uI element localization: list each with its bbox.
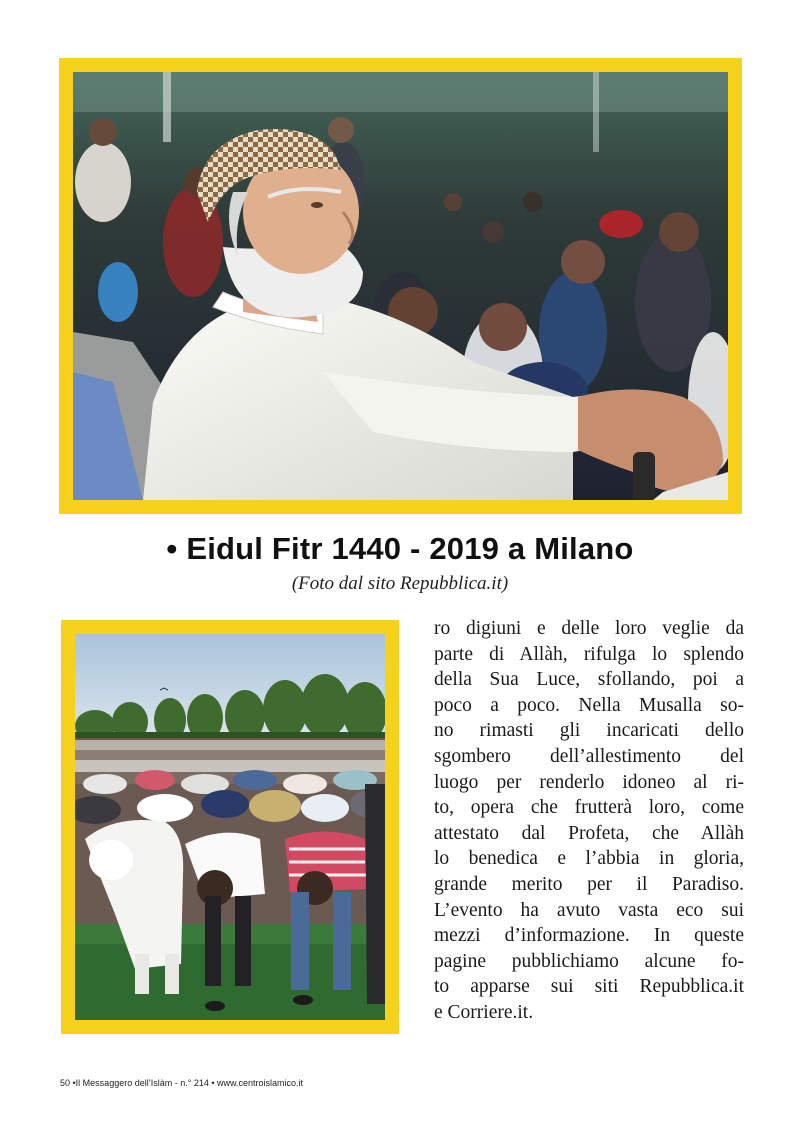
body-line: to apparse sui siti Repubblica.it <box>434 976 744 998</box>
body-line: ro digiuni e delle loro veglie da <box>434 618 744 639</box>
body-line: grande merito per il Paradiso. <box>434 873 744 895</box>
website-link[interactable]: www.centroislamico.it <box>217 1078 304 1088</box>
body-line: lo benedica e l’abbia in gloria, <box>434 848 744 870</box>
publication-name: •Il Messaggero dell’Islàm - n.° 214 • <box>72 1078 215 1088</box>
page-footer <box>60 1078 303 1088</box>
headline-bullet: • <box>166 531 178 566</box>
photo-credit: (Foto dal sito Repubblica.it) <box>291 573 509 594</box>
body-line: e Corriere.it. <box>434 1001 534 1023</box>
body-line: L’evento ha avuto vasta eco sui <box>434 899 744 921</box>
top-photo <box>73 72 728 500</box>
body-line: to, opera che frutterà loro, come <box>434 797 744 819</box>
article-body <box>434 616 744 1026</box>
article-headline <box>0 531 800 567</box>
body-line: sgombero dell’allestimento del <box>434 745 744 767</box>
bottom-photo <box>75 634 385 1020</box>
body-line: attestato dal Profeta, che Allàh <box>434 822 744 844</box>
headline-title: Eidul Fitr 1440 - 2019 a Milano <box>186 531 634 566</box>
body-line: luogo per renderlo idoneo al ri- <box>434 771 744 793</box>
body-line: della Sua Luce, sfollando, poi a <box>434 669 744 691</box>
body-line: mezzi d’informazione. In queste <box>434 925 744 947</box>
body-line: pagine pubblichiamo alcune fo- <box>434 950 744 972</box>
body-line: parte di Allàh, rifulga lo splendo <box>434 643 744 665</box>
page-number: 50 <box>60 1078 71 1088</box>
body-line: poco a poco. Nella Musalla so- <box>434 694 744 716</box>
body-line: no rimasti gli incaricati dello <box>434 720 744 742</box>
